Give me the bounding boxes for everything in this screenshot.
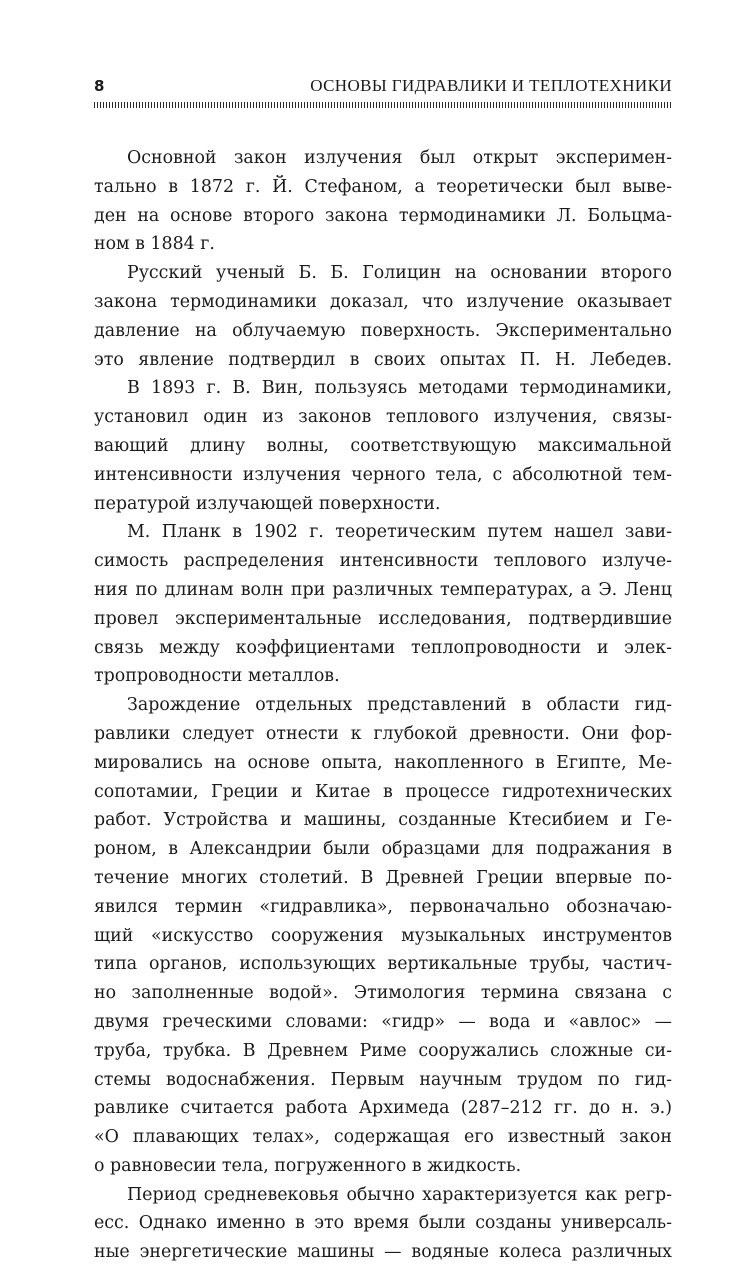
text-line: роном, в Александрии были образцами для подражания в bbox=[94, 839, 672, 860]
text-line: ном в 1884 г. bbox=[94, 234, 215, 255]
text-line: Период средневековья обычно характеризуется как регр- bbox=[127, 1184, 672, 1205]
text-line: установил один из законов теплового излучения, связы- bbox=[94, 407, 672, 428]
text-line: Зарождение отдельных представлений в области гид- bbox=[127, 695, 672, 716]
text-line: В 1893 г. В. Вин, пользуясь методами термодинамики, bbox=[127, 378, 672, 399]
text-line: давление на облучаемую поверхность. Экспериментально bbox=[94, 320, 672, 341]
text-line: труба, трубка. В Древнем Риме сооружались сложные си- bbox=[94, 1040, 672, 1061]
text-line: Основной закон излучения был открыт эксперимен- bbox=[127, 148, 672, 168]
text-line: равлики следует отнести к глубокой древности. Они фор- bbox=[94, 723, 672, 744]
text-line: ния по длинам волн при различных температурах, а Э. Ленц bbox=[94, 579, 672, 600]
text-line: течение многих столетий. В Древней Греции впервые по- bbox=[94, 867, 672, 888]
text-line: явился термин «гидравлика», первоначально обозначаю- bbox=[94, 896, 672, 917]
text-line: это явление подтвердил в своих опытах П. Н. Лебедев. bbox=[94, 349, 672, 370]
text-line: «О плавающих телах», содержащая его известный закон bbox=[94, 1127, 672, 1148]
text-line: ные энергетические машины — водяные колеса различных bbox=[94, 1242, 672, 1263]
text-line: но заполненные водой». Этимология термина связана с bbox=[94, 983, 672, 1004]
text-line: закона термодинамики доказал, что излучение оказывает bbox=[94, 291, 672, 312]
text-line: тально в 1872 г. Й. Стефаном, а теоретически был выве- bbox=[94, 176, 672, 197]
running-header bbox=[94, 74, 672, 100]
text-line: сопотамии, Греции и Китае в процессе гидротехнических bbox=[94, 781, 672, 802]
text-line: тропроводности металлов. bbox=[94, 666, 340, 687]
paragraph bbox=[94, 1181, 672, 1267]
text-line: стемы водоснабжения. Первым научным трудом по гид- bbox=[94, 1069, 672, 1090]
page-body bbox=[94, 144, 672, 1267]
text-line: равлике считается работа Архимеда (287–212 гг. до н. э.) bbox=[94, 1098, 672, 1119]
text-line: мировались на основе опыта, накопленного в Египте, Ме- bbox=[94, 752, 672, 773]
text-line: типа органов, использующих вертикальные трубы, частич- bbox=[94, 954, 672, 975]
text-line: о равновесии тела, погруженного в жидкость. bbox=[94, 1155, 522, 1176]
text-line: работ. Устройства и машины, созданные Ктесибием и Ге- bbox=[94, 810, 672, 831]
paragraph bbox=[94, 374, 672, 518]
text-line: пературой излучающей поверхности. bbox=[94, 493, 441, 514]
header-rule bbox=[94, 102, 672, 108]
text-line: есс. Однако именно в это время были созданы универсаль- bbox=[94, 1213, 672, 1234]
text-line: интенсивности излучения черного тела, с абсолютной тем- bbox=[94, 464, 672, 485]
text-line: симость распределения интенсивности теплового излуче- bbox=[94, 551, 672, 572]
text-line: вающий длину волны, соответствующую максимальной bbox=[94, 435, 672, 456]
page-number: 8 bbox=[94, 77, 105, 95]
paragraph bbox=[94, 518, 672, 691]
text-line: провел экспериментальные исследования, подтвердившие bbox=[94, 608, 672, 629]
paragraph bbox=[94, 259, 672, 374]
text-line: двумя греческими словами: «гидр» — вода и «авлос» — bbox=[94, 1011, 672, 1032]
text-line: М. Планк в 1902 г. теоретическим путем нашел зави- bbox=[127, 522, 672, 543]
text-line: Русский ученый Б. Б. Голицин на основании второго bbox=[127, 263, 672, 284]
text-line: связь между коэффициентами теплопроводности и элек- bbox=[94, 637, 672, 658]
paragraph bbox=[94, 691, 672, 1181]
text-line: щий «искусство сооружения музыкальных инструментов bbox=[94, 925, 672, 946]
running-title: ОСНОВЫ ГИДРАВЛИКИ И ТЕПЛОТЕХНИКИ bbox=[310, 76, 672, 95]
text-line: ден на основе второго закона термодинамики Л. Больцма- bbox=[94, 205, 672, 226]
paragraph bbox=[94, 144, 672, 259]
